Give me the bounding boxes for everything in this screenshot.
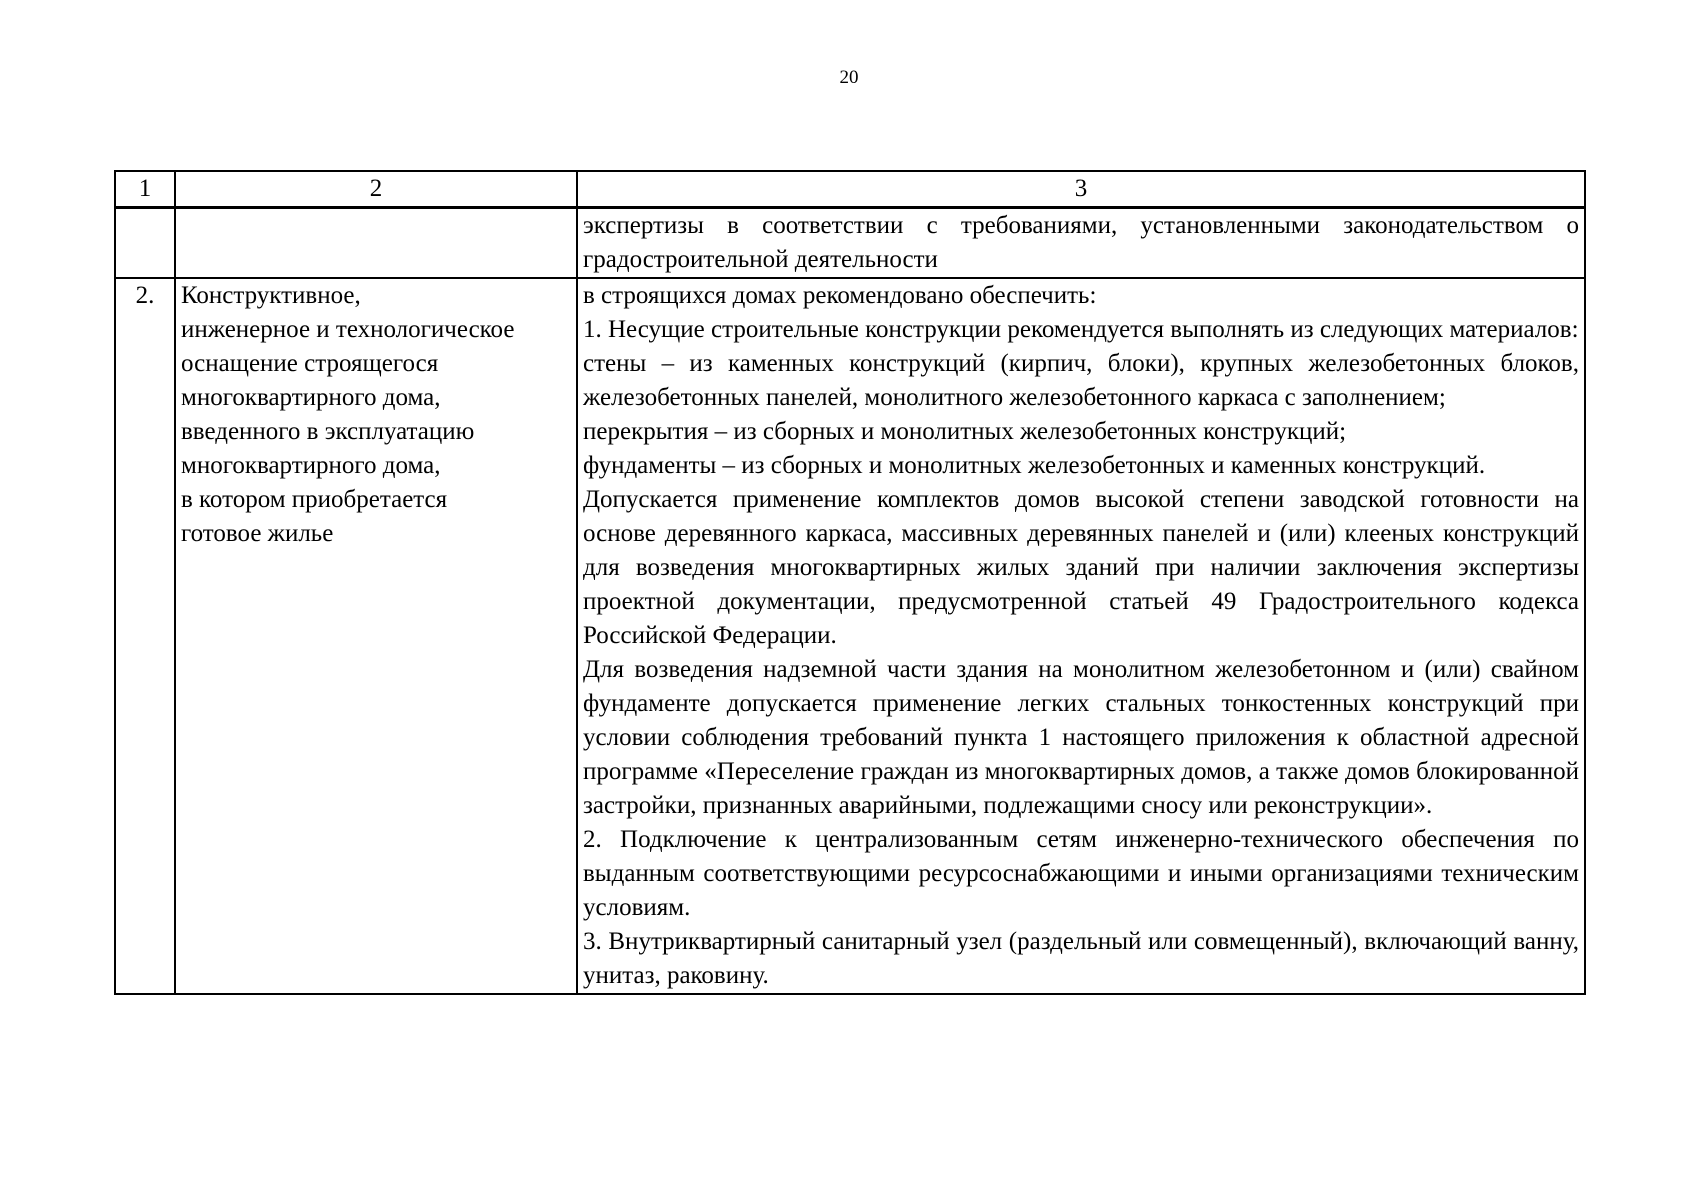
- content-paragraph: перекрытия – из сборных и монолитных железобетонных конструкций;: [583, 418, 1347, 445]
- column-header-3: 3: [577, 171, 1585, 208]
- row-title-cell: [175, 208, 577, 279]
- title-line: в котором приобретается: [181, 486, 448, 513]
- content-paragraph: 1. Несущие строительные конструкции рекомендуется выполнять из следующих материалов:: [583, 316, 1579, 343]
- title-line: многоквартирного дома,: [181, 384, 441, 411]
- content-paragraph: Для возведения надземной части здания на монолитном железобетонном и (или) свайном фундаменте допускается применение легких стальных тонкостенных конструкций при условии соблюдения требований пункта 1 настоящего приложения к областной адресной программе «Переселение граждан из многоквартирных домов, а также домов блокированной застройки, признанных аварийными, подлежащими сносу или реконструкции».: [583, 656, 1579, 819]
- table-row: [115, 278, 1585, 994]
- table-header-row: [115, 171, 1585, 208]
- content-paragraph: экспертизы в соответствии с требованиями, установленными законодательством о градостроительной деятельности: [583, 212, 1579, 273]
- table-row: [115, 208, 1585, 279]
- row-number-cell: [115, 208, 175, 279]
- row-content-cell: [577, 278, 1585, 994]
- row-number-cell: 2.: [115, 278, 175, 994]
- row-title-cell: [175, 278, 577, 994]
- content-paragraph: в строящихся домах рекомендовано обеспечить:: [583, 282, 1097, 309]
- content-paragraph: Допускается применение комплектов домов высокой степени заводской готовности на основе деревянного каркаса, массивных деревянных панелей и (или) клееных конструкций для возведения многоквартирных жилых зданий при наличии заключения экспертизы проектной документации, предусмотренной статьей 49 Градостроительного кодекса Российской Федерации.: [583, 486, 1579, 649]
- column-header-2: 2: [175, 171, 577, 208]
- content-paragraph: стены – из каменных конструкций (кирпич, блоки), крупных железобетонных блоков, железобетонных панелей, монолитного железобетонного каркаса с заполнением;: [583, 350, 1579, 411]
- title-line: многоквартирного дома,: [181, 452, 441, 479]
- column-header-1: 1: [115, 171, 175, 208]
- page-number: 20: [839, 67, 859, 88]
- title-line: инженерное и технологическое: [181, 316, 515, 343]
- title-line: Конструктивное,: [181, 282, 361, 309]
- title-line: введенного в эксплуатацию: [181, 418, 475, 445]
- content-paragraph: 2. Подключение к централизованным сетям инженерно-технического обеспечения по выданным соответствующими ресурсоснабжающими и иными организациями техническим условиям.: [583, 826, 1579, 921]
- title-line: готовое жилье: [181, 520, 334, 547]
- content-paragraph: фундаменты – из сборных и монолитных железобетонных и каменных конструкций.: [583, 452, 1486, 479]
- row-content-cell: [577, 208, 1585, 279]
- title-line: оснащение строящегося: [181, 350, 439, 377]
- requirements-table: [114, 170, 1586, 995]
- content-paragraph: 3. Внутриквартирный санитарный узел (раздельный или совмещенный), включающий ванну, унитаз, раковину.: [583, 928, 1579, 989]
